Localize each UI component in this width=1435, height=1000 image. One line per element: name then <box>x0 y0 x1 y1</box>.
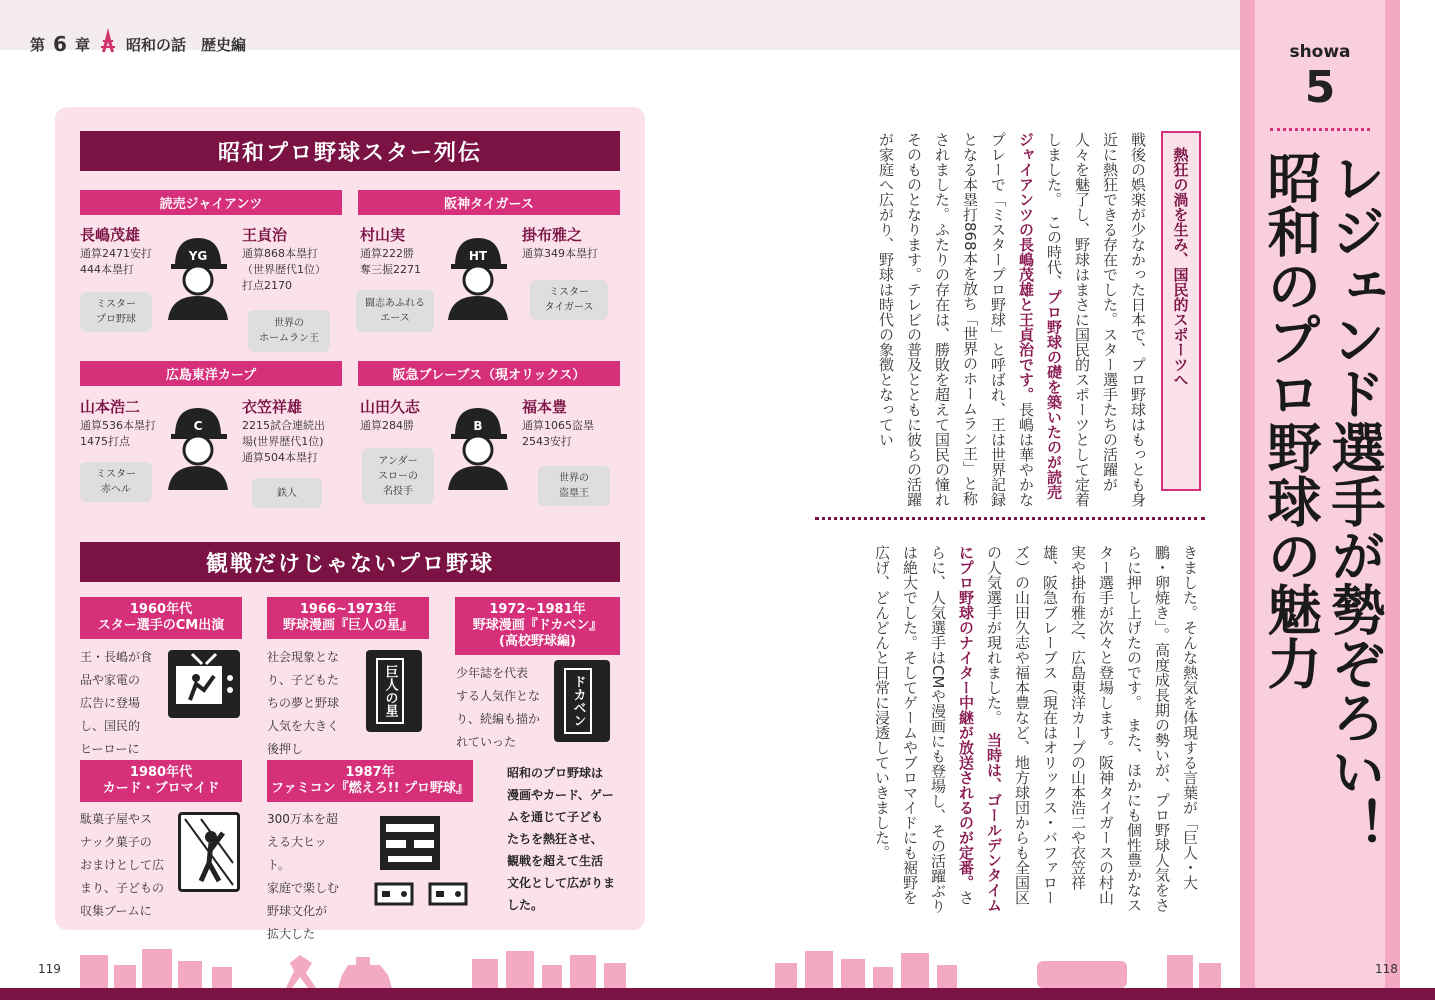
sidebar-divider <box>1270 128 1370 131</box>
team-label: 阪急ブレーブス（現オリックス） <box>358 361 620 386</box>
tv-icon <box>168 650 240 718</box>
player-silhouette-icon <box>443 230 513 320</box>
nickname-bubble: ミスター 赤ヘル <box>80 462 152 502</box>
chapter-header <box>30 28 246 60</box>
chapter-prefix: 第 <box>30 35 46 54</box>
body-text-upper: 戦後の娯楽が少なかった日本で、プロ野球はもっとも身近に熱狂できる存在でした。スター選手たちの活躍が人々を魅了し、野球はまさに国民的スポーツとして定着しました。 この時代、プロ野球の礎を築いたのが読売ジャイアンツの長嶋茂雄と王貞治です。長嶋は華やかなプレーで「ミスタープロ野球」と呼ばれ、王は世界記録となる本塁打868本を放ち「世界のホームラン王」と称されました。ふたりの存在は、勝敗を超えて国民の憧れそのものとなります。テレビの普及とともに彼らの活躍が家庭へ広がり、野球は時代の象徴となってい <box>877 132 1147 507</box>
player-name: 福本豊 <box>522 398 568 416</box>
title-line-1: レジェンド選手が勢ぞろい！ <box>1323 150 1386 852</box>
nickname-bubble: ミスター タイガース <box>530 280 608 320</box>
history-head: 1987年 ファミコン『燃えろ!! プロ野球』 <box>267 760 473 802</box>
beyond-watching-banner: 観戦だけじゃないプロ野球 <box>80 542 620 582</box>
nickname-bubble: ミスター プロ野球 <box>80 292 152 332</box>
history-text: 300万本を超 える大ヒット。 家庭で楽しむ 野球文化が 拡大した <box>267 812 340 941</box>
chapter-suffix: 章 <box>74 35 90 54</box>
manga-book-icon <box>366 650 422 732</box>
star-list-banner: 昭和プロ野球スター列伝 <box>80 131 620 171</box>
bottom-bar <box>0 988 1435 1000</box>
history-text: 駄菓子屋やス ナック菓子の おまけとして広 まり、子どもの 収集ブームに <box>80 812 165 918</box>
cap-logo: YG <box>188 249 208 263</box>
player-stat: 通算284勝 <box>360 419 414 432</box>
chapter-title: 昭和の話 歴史編 <box>125 35 246 54</box>
page-number-left: 119 <box>38 962 61 976</box>
era-label: showa <box>1289 42 1351 62</box>
player-silhouette-icon <box>443 400 513 490</box>
cap-logo: B <box>473 419 483 433</box>
section-number: 5 <box>1304 62 1336 113</box>
player-name: 村山実 <box>360 226 406 244</box>
history-text: 社会現象とな り、子どもた ちの夢と野球 人気を大きく 後押し <box>267 650 340 756</box>
player-name: 衣笠祥雄 <box>242 398 303 416</box>
summary-text: 昭和のプロ野球は 漫画やカード、ゲー ムを通じて子ども たちを熱狂させ、 観戦を超えて生活 文化として広がりま した。 <box>507 766 616 912</box>
history-head: 1972~1981年 野球漫画『ドカベン』 (高校野球編) <box>455 597 620 655</box>
nickname-bubble: 世界の 盗塁王 <box>538 466 610 506</box>
nickname-bubble: 鉄人 <box>252 478 322 508</box>
section-divider <box>815 517 1205 520</box>
player-stat: 2215試合連続出 場(世界歴代1位) 通算504本塁打 <box>242 419 325 464</box>
emphasis-text: プロ野球の礎を築いたのが読売ジャイアンツの長嶋茂雄と王貞治です。 <box>1017 132 1063 500</box>
player-name: 掛布雅之 <box>522 226 583 244</box>
cap-logo: C <box>193 419 203 433</box>
nickname-bubble: 世界の ホームラン王 <box>248 310 330 352</box>
player-silhouette-icon <box>163 400 233 490</box>
book-title: ドカベン <box>564 668 592 734</box>
player-stat: 通算1065盗塁 2543安打 <box>522 419 594 448</box>
player-stat: 通算2471安打 444本塁打 <box>80 247 152 276</box>
body-text-lower: きました。そんな熱気を体現する言葉が「巨人・大鵬・卵焼き」。高度成長期の勢いが、プロ野球人気をさらに押し上げたのです。 また、ほかにも個性豊かなスター選手が次々と登場します。阪神タイガースの村山実や掛布雅之、広島東洋カープの山本浩二や衣笠祥雄、阪急ブレーブス（現在はオリックス・バファローズ）の山田久志や福本豊など、地方球団からも全国区の人気選手が現れました。 当時は、ゴールデンタイムにプロ野球のナイター中継が放送されるのが定番。さらに、人気選手はCMや漫画にも登場し、その活躍ぶりは絶大でした。そしてゲームやブロマイドにも裾野を広げ、どんどんと日常に浸透していきました。 <box>873 545 1199 914</box>
team-label: 読売ジャイアンツ <box>80 190 342 215</box>
player-stat: 通算536本塁打 1475打点 <box>80 419 156 448</box>
city-skyline-icon <box>775 945 1225 988</box>
player-name: 王貞治 <box>242 226 288 244</box>
history-head: 1966~1973年 野球漫画『巨人の星』 <box>267 597 429 639</box>
history-head: 1960年代 スター選手のCM出演 <box>80 597 242 639</box>
history-text: 王・長嶋が食 品や家電の 広告に登場 し、国民的 ヒーローに <box>80 650 153 756</box>
cap-logo: HT <box>468 249 488 263</box>
player-name: 山田久志 <box>360 398 421 416</box>
player-stat: 通算349本塁打 <box>522 247 598 260</box>
emphasis-text: 当時は、ゴールデンタイムにプロ野球のナイター中継が放送されるのが定番。 <box>957 545 1003 913</box>
nickname-bubble: アンダー スローの 名投手 <box>362 448 434 504</box>
player-stat: 通算222勝 奪三振2271 <box>360 247 421 276</box>
player-name: 長嶋茂雄 <box>80 226 141 244</box>
team-label: 広島東洋カープ <box>80 361 342 386</box>
team-label: 阪神タイガース <box>358 190 620 215</box>
tokyo-tower-icon <box>98 28 118 60</box>
title-line-2: 昭和のプロ野球の魅力 <box>1259 150 1322 690</box>
history-text: 少年誌を代表 する人気作とな り、続編も描か れていった <box>456 666 541 749</box>
player-stat: 通算868本塁打 （世界歴代1位） 打点2170 <box>242 247 326 292</box>
book-title: 巨人の星 <box>376 658 404 724</box>
city-skyline-icon <box>80 945 640 988</box>
nickname-bubble: 闘志あふれる エース <box>356 290 434 332</box>
chapter-number: 6 <box>53 32 67 56</box>
player-silhouette-icon <box>163 230 233 320</box>
famicom-icon <box>370 812 476 908</box>
player-card-icon <box>178 812 240 892</box>
page-number-right: 118 <box>1375 962 1398 976</box>
history-head: 1980年代 カード・ブロマイド <box>80 760 242 802</box>
manga-book-icon <box>554 660 610 742</box>
player-name: 山本浩二 <box>80 398 141 416</box>
section-subheading: 熱狂の渦を生み、国民的スポーツへ <box>1161 131 1201 491</box>
